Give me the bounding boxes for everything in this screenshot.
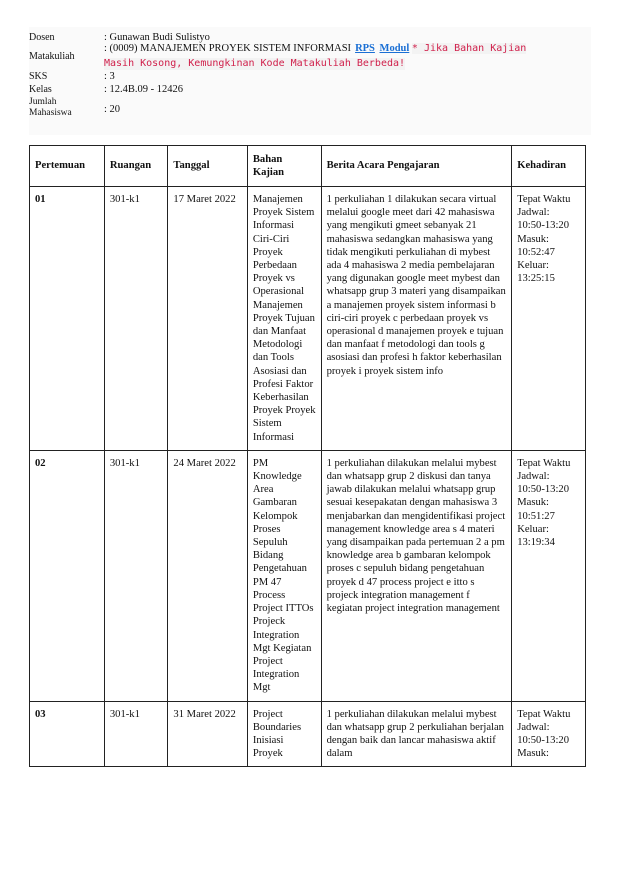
jumlah-label-line2: Mahasiswa xyxy=(29,108,72,118)
attendance-table xyxy=(29,145,586,767)
kehadiran-status: Tepat Waktu xyxy=(517,194,571,205)
kehadiran-masuk-value: 10:52:47 xyxy=(517,246,555,258)
table-header-row xyxy=(30,146,586,187)
dosen-value: : Gunawan Budi Sulistyo xyxy=(104,32,210,43)
cell-berita-acara: 1 perkuliahan 1 dilakukan secara virtual melalui google meet dari 42 mahasiswa yang mengikuti gmeet sebanyak 21 mahasiswa sedangkan mahasiswa yang tidak mengikuti perkuliahan di mybest ada 4 mahasiswa 2 media pembelajaran yang digunakan google meet mybest dan whatsapp grup 3 materi yang disampaikan a manajemen proyek sistem informasi b ciri-ciri proyek c perbedaan proyek vs operasional d manajemen proyek e tujuan dan manfaat f metodologi dan tools g asosiasi dan profesi h faktor keberhasilan proyek i proyek sistem info xyxy=(321,187,512,451)
cell-tanggal: 31 Maret 2022 xyxy=(168,701,247,767)
kelas-value: : 12.4B.09 - 12426 xyxy=(104,84,184,95)
kehadiran-masuk-label: Masuk: xyxy=(517,748,549,760)
cell-pertemuan: 03 xyxy=(30,701,105,767)
col-header-tanggal: Tanggal xyxy=(168,146,247,187)
modul-link[interactable]: Modul xyxy=(379,43,410,54)
kehadiran-jadwal-value: 10:50-13:20 xyxy=(517,220,569,232)
warning-text-line1: * Jika Bahan Kajian xyxy=(411,43,527,54)
cell-berita-acara: 1 perkuliahan dilakukan melalui mybest dan whatsapp grup 2 diskusi dan tanya jawab dilakukan melalui whatsapp grup sesuai kesepakatan dengan mahasiswa 3 menjabarkan dan mengidentifikasi project management knowledge area s 4 materi yang disampaikan pada pertemuan 2 a pm knowledge area b gambaran kelompok proses c sepuluh bidang pengetahuan proyek d 47 process project e itto s projeck integration management f kegiatan project integration management xyxy=(321,450,512,701)
dosen-label: Dosen xyxy=(29,32,55,43)
kehadiran-status: Tepat Waktu xyxy=(517,457,571,469)
kehadiran-jadwal-label: Jadwal: xyxy=(517,721,550,733)
kehadiran-jadwal-value: 10:50-13:20 xyxy=(517,484,569,496)
col-header-berita-acara: Berita Acara Pengajaran xyxy=(321,146,512,187)
kehadiran-keluar-label: Keluar: xyxy=(517,260,549,272)
cell-bahan-kajian: PM Knowledge Area Gambaran Kelompok Proses Sepuluh Bidang Pengetahuan PM 47 Process Project ITTOs Projeck Integration Mgt Kegiatan Project Integration Mgt xyxy=(247,450,321,701)
rps-link[interactable]: RPS xyxy=(355,43,375,54)
matakuliah-label: Matakuliah xyxy=(29,51,75,62)
sks-label: SKS xyxy=(29,71,48,82)
cell-kehadiran xyxy=(512,701,586,767)
cell-kehadiran xyxy=(512,187,586,451)
jumlah-label-line1: Jumlah xyxy=(29,97,57,107)
kehadiran-masuk-value: 10:51:27 xyxy=(517,510,555,522)
jumlah-label xyxy=(29,97,99,119)
col-header-pertemuan: Pertemuan xyxy=(30,146,105,187)
cell-ruangan: 301-k1 xyxy=(104,187,168,451)
kehadiran-status: Tepat Waktu xyxy=(517,708,571,720)
kehadiran-masuk-label: Masuk: xyxy=(517,233,549,245)
kelas-label: Kelas xyxy=(29,84,52,95)
matakuliah-value xyxy=(104,43,526,55)
kehadiran-jadwal-label: Jadwal: xyxy=(517,471,550,483)
table-row xyxy=(30,450,586,701)
kehadiran-jadwal-label: Jadwal: xyxy=(517,207,550,219)
col-header-ruangan: Ruangan xyxy=(104,146,168,187)
cell-ruangan: 301-k1 xyxy=(104,450,168,701)
cell-berita-acara: 1 perkuliahan dilakukan melalui mybest dan whatsapp grup 2 perkuliahan berjalan dengan baik dan lancar mahasiswa aktif dalam xyxy=(321,701,512,767)
kehadiran-keluar-value: 13:25:15 xyxy=(517,273,555,285)
cell-pertemuan: 01 xyxy=(30,187,105,451)
cell-bahan-kajian: Project Boundaries Inisiasi Proyek xyxy=(247,701,321,767)
cell-bahan-kajian: Manajemen Proyek Sistem Informasi Ciri-Ciri Proyek Perbedaan Proyek vs Operasional Manajemen Proyek Tujuan dan Manfaat Metodologi dan Tools Asosiasi dan Profesi Faktor Keberhasilan Proyek Proyek Sistem Informasi xyxy=(247,187,321,451)
kehadiran-masuk-label: Masuk: xyxy=(517,497,549,509)
kehadiran-jadwal-value: 10:50-13:20 xyxy=(517,734,569,746)
cell-ruangan: 301-k1 xyxy=(104,701,168,767)
col-header-bahan-kajian: Bahan Kajian xyxy=(247,146,321,187)
kehadiran-keluar-value: 13:19:34 xyxy=(517,537,555,549)
matakuliah-text: : (0009) MANAJEMEN PROYEK SISTEM INFORMASI xyxy=(104,43,352,54)
kehadiran-keluar-label: Keluar: xyxy=(517,523,549,535)
col-header-kehadiran: Kehadiran xyxy=(512,146,586,187)
warning-text-line2: Masih Kosong, Kemungkinan Kode Matakuliah Berbeda! xyxy=(104,58,406,69)
sks-value: : 3 xyxy=(104,71,115,82)
cell-tanggal: 24 Maret 2022 xyxy=(168,450,247,701)
cell-kehadiran xyxy=(512,450,586,701)
cell-pertemuan: 02 xyxy=(30,450,105,701)
jumlah-value: : 20 xyxy=(104,104,121,115)
table-row xyxy=(30,187,586,451)
table-row xyxy=(30,701,586,767)
cell-tanggal: 17 Maret 2022 xyxy=(168,187,247,451)
